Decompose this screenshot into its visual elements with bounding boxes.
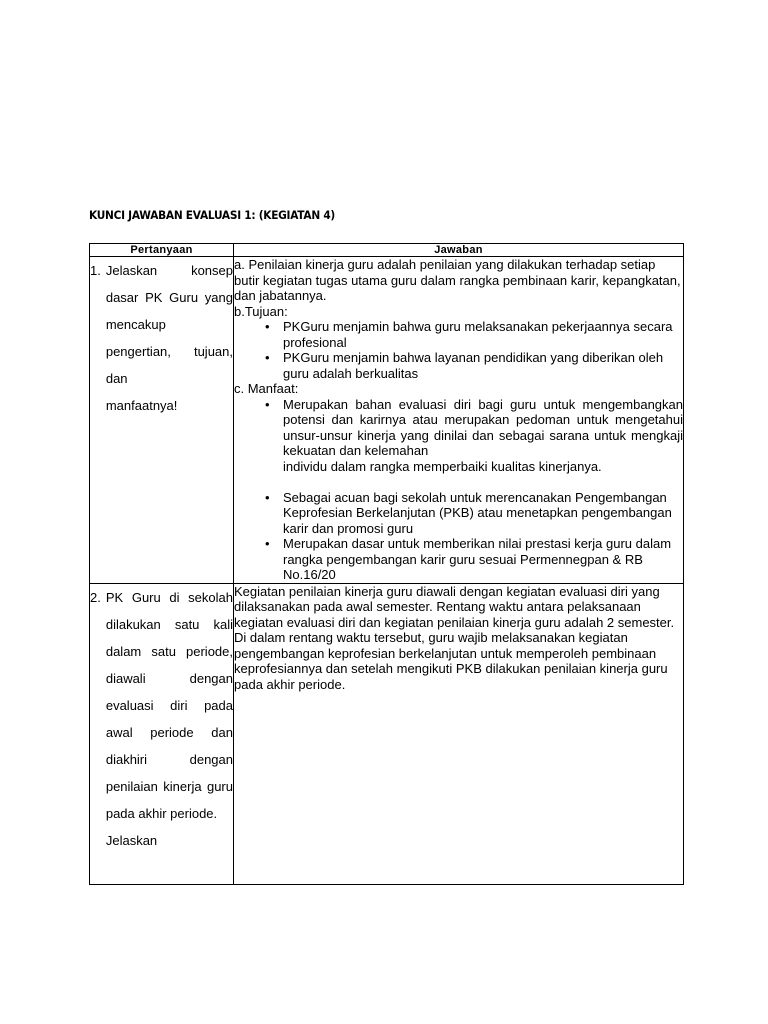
answer-1-bullet-c1-main: Merupakan bahan evaluasi diri bagi guru untuk mengembangkan potensi dan karirnya atau merupakan pedoman untuk mengetahui unsur-unsur kinerja yang dinilai dan sebagai sarana untuk mengkaji kekuatan dan kelemahan xyxy=(283,396,683,458)
answer-1-bullets-tujuan xyxy=(234,319,683,381)
answer-1-point-a: a. Penilaian kinerja guru adalah penilaian yang dilakukan terhadap setiap butir kegiatan tugas utama guru dalam rangka pembinaan karir, kepangkatan, dan jabatannya. xyxy=(234,257,681,303)
answer-1-bullet-c3: Merupakan dasar untuk memberikan nilai prestasi kerja guru dalam rangka pengembangan karir guru sesuai Permennegpan & RB No.16/20 xyxy=(283,536,672,582)
list-item xyxy=(234,536,683,583)
column-header-answer: Jawaban xyxy=(234,244,684,257)
answer-1-bullets-manfaat xyxy=(234,397,683,475)
question-text-2-last: Jelaskan xyxy=(105,832,158,848)
table-header-row xyxy=(90,244,684,257)
answer-1-bullet-c1 xyxy=(283,397,683,475)
paragraph-spacer xyxy=(234,474,683,490)
answer-cell-1 xyxy=(234,257,684,584)
list-item xyxy=(234,350,683,381)
answer-1-bullet-c1-last: individu dalam rangka memperbaiki kualitas kinerjanya. xyxy=(283,458,602,474)
question-cell-1 xyxy=(90,257,234,584)
answer-1-label-c: c. Manfaat: xyxy=(234,381,299,396)
question-text-1 xyxy=(106,257,233,419)
answer-1-bullet-b1: PKGuru menjamin bahwa guru melaksanakan pekerjaannya secara profesional xyxy=(283,319,673,350)
document-title: KUNCI JAWABAN EVALUASI 1: (KEGIATAN 4) xyxy=(89,208,335,222)
question-text-1-last: manfaatnya! xyxy=(105,398,178,413)
list-item xyxy=(234,397,683,475)
question-text-1-main: Jelaskan konsep dasar PK Guru yang mencakup pengertian, tujuan, dan xyxy=(105,263,233,386)
answer-1-bullet-c2: Sebagai acuan bagi sekolah untuk merencanakan Pengembangan Keprofesian Berkelanjutan (PKB) atau menetapkan pengembangan karir dan promosi guru xyxy=(283,489,672,536)
answer-2-paragraph: Kegiatan penilaian kinerja guru diawali dengan kegiatan evaluasi diri yang dilaksanakan pada awal semester. Rentang waktu antara pelaksanaan kegiatan evaluasi diri dan kegiatan penilaian kinerja guru adalah 2 semester. Di dalam rentang waktu tersebut, guru wajib melaksanakan kegiatan pengembangan keprofesian berkelanjutan untuk memperoleh pembinaan keprofesiannya dan setelah mengikuti PKB dilakukan penilaian kinerja guru pada akhir periode. xyxy=(234,583,675,692)
list-item xyxy=(234,319,683,350)
table-row xyxy=(90,583,684,884)
question-number-2: 2. xyxy=(90,589,101,605)
question-cell-2 xyxy=(90,583,234,884)
answer-1-bullet-b2: PKGuru menjamin bahwa layanan pendidikan yang diberikan oleh guru adalah berkualitas xyxy=(283,350,664,381)
answer-1-label-b: b.Tujuan: xyxy=(234,303,288,319)
question-item-1 xyxy=(90,257,233,419)
table-row xyxy=(90,257,684,584)
question-text-2 xyxy=(106,584,233,854)
question-text-2-main: PK Guru di sekolah dilakukan satu kali dalam satu periode, diawali dengan evaluasi diri pada awal periode dan diakhiri dengan penilaian kinerja guru pada akhir periode. xyxy=(105,589,233,821)
answer-cell-2 xyxy=(234,583,684,884)
answer-1-bullets-manfaat-2 xyxy=(234,490,683,583)
column-header-question: Pertanyaan xyxy=(90,244,234,257)
question-number-1: 1. xyxy=(90,263,101,278)
list-item xyxy=(234,490,683,537)
answer-key-table xyxy=(89,243,684,885)
question-item-2 xyxy=(90,584,233,854)
